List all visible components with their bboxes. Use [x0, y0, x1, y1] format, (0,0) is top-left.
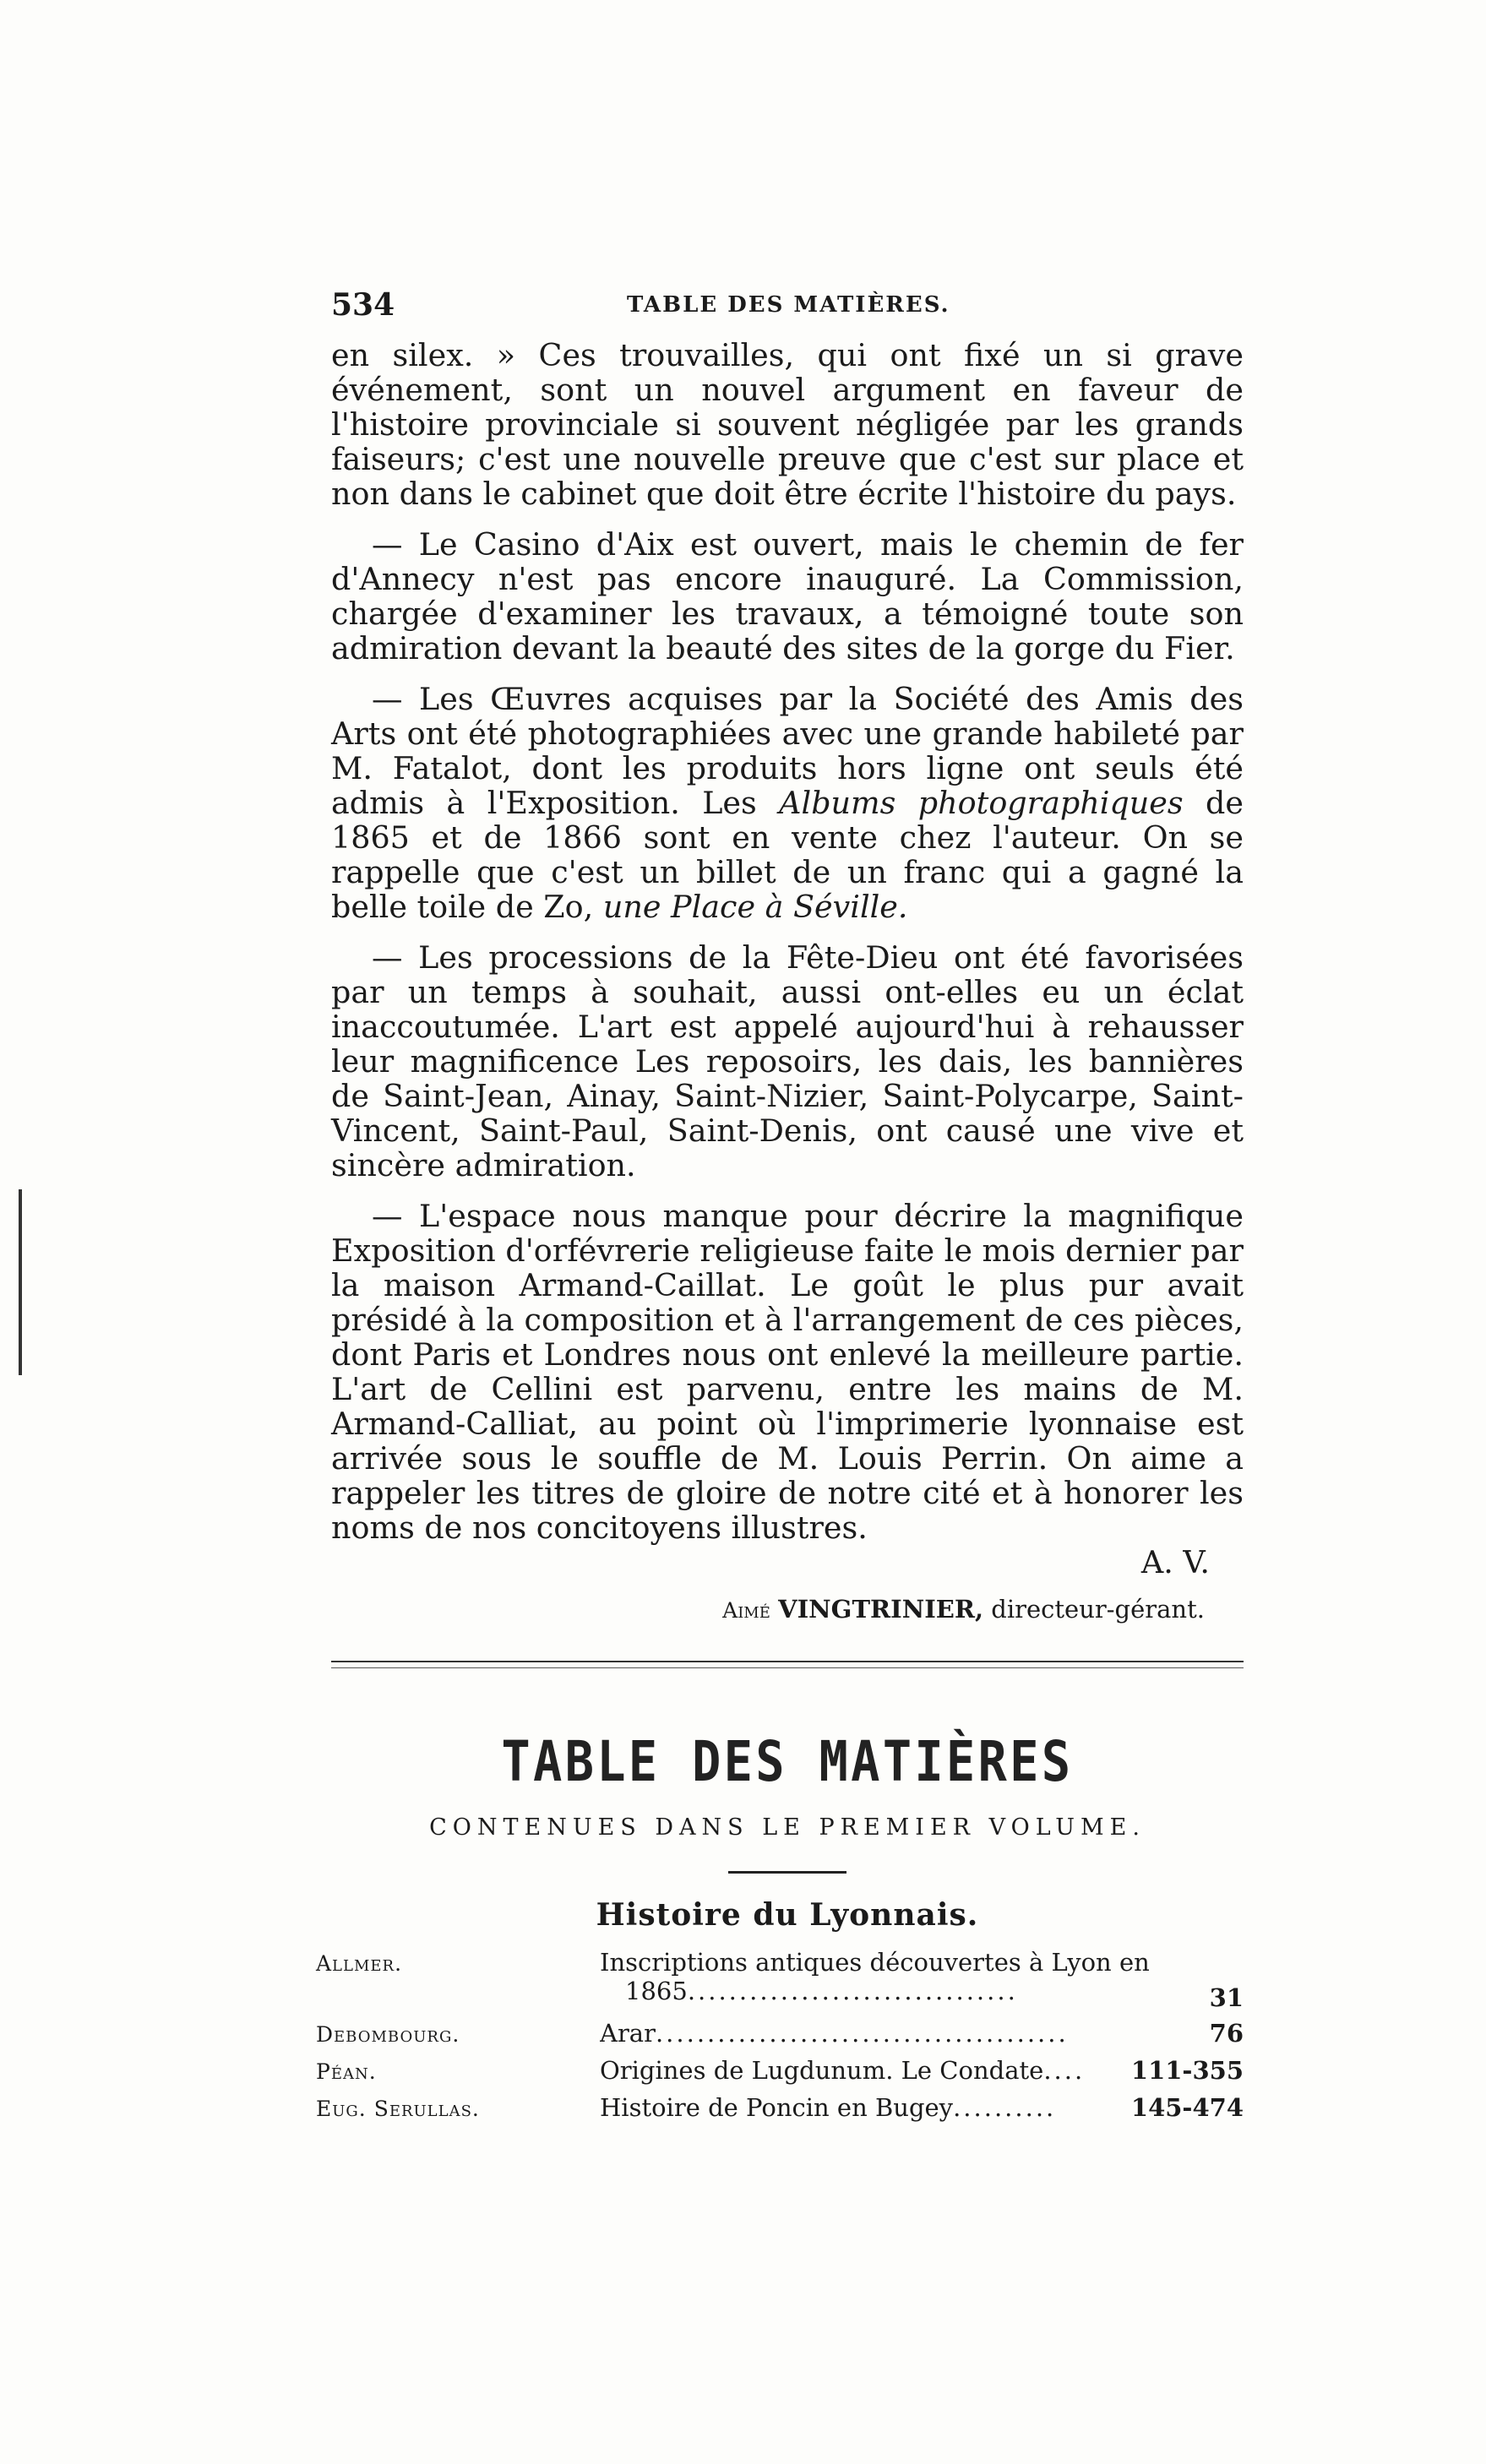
paragraph: [331, 940, 1244, 1183]
toc-pages: 76: [1209, 2019, 1244, 2048]
toc-leader-dots: ..........: [953, 2093, 1057, 2122]
toc-heading: TABLE DES MATIÈRES: [501, 1729, 1074, 1794]
toc-entry: [316, 2093, 1244, 2130]
toc-title-text: Histoire de Poncin en Bugey: [600, 2093, 954, 2122]
paragraph-text: — Le Casino d'Aix est ouvert, mais le chemin de fer d'Annecy n'est pas encore inauguré. La Commission, chargée d'examiner les travaux, a témoigné toute son admiration devant la beauté des sites de la gorge du Fier.: [331, 526, 1244, 666]
editor-line: [331, 1595, 1205, 1624]
italic-text: une Place à Séville.: [602, 889, 908, 925]
section-heading: Histoire du Lyonnais.: [596, 1897, 979, 1933]
toc-entry: [316, 2056, 1244, 2093]
toc-title-continued: 1865: [625, 1977, 688, 2005]
page: [316, 287, 1244, 2130]
toc-author: Eug. Serullas.: [316, 2097, 480, 2121]
signature-initials: A. V.: [1140, 1544, 1210, 1580]
paragraph-text: — L'espace nous manque pour décrire la magnifique Exposition d'orfévrerie religieuse faite le mois dernier par la maison Armand-Caillat. Le goût le plus pur avait présidé à la composition et à l'arrangement de ces pièces, dont Paris et Londres nous ont enlevé la meilleure partie. L'art de Cellini est parvenu, entre les mains de M. Armand-Calliat, au point où l'imprimerie lyonnaise est arrivée sous le souffle de M. Louis Perrin. On aime a rappeler les titres de gloire de notre cité et à honorer les noms de nos concitoyens illustres.: [331, 1198, 1244, 1546]
editor-role: directeur-gérant.: [991, 1595, 1205, 1624]
editor-first-name: Aimé: [722, 1598, 770, 1623]
paragraph-text: — Les Œuvres acquises par la Société des Amis des Arts ont été photographiées avec une grande habileté par M. Fatalot, dont les produits hors ligne ont seuls été admis à l'Exposition. Les: [331, 681, 1244, 821]
paragraph-text: de 1865 et de 1866 sont en vente chez l'auteur. On se rappelle que c'est un billet de un franc qui a gagné la belle toile de Zo,: [331, 785, 1244, 925]
italic-text: Albums photographiques: [779, 785, 1184, 821]
signature-line: [331, 1545, 1244, 1580]
toc-leader-dots: ........................................: [655, 2019, 1069, 2048]
short-rule: [728, 1871, 846, 1874]
toc-title-text: Inscriptions antiques découvertes à Lyon en: [600, 1948, 1150, 1977]
editor-surname: VINGTRINIER,: [778, 1595, 984, 1624]
toc-title: [600, 2019, 1237, 2048]
toc-entry: [316, 2019, 1244, 2056]
toc-author: Debombourg.: [316, 2022, 460, 2047]
paragraph-text: — Les processions de la Fête-Dieu ont été favorisées par un temps à souhait, aussi ont-elles eu un éclat inaccoutumée. L'art est appelé aujourd'hui à rehausser leur magnificence Les reposoirs, les dais, les bannières de Saint-Jean, Ainay, Saint-Nizier, Saint-Polycarpe, Saint-Vincent, Saint-Paul, Saint-Denis, ont causé une vive et sincère admiration.: [331, 939, 1244, 1183]
paragraph: [331, 1199, 1244, 1545]
section-divider: [331, 1661, 1244, 1668]
toc-author: Allmer.: [316, 1951, 403, 1976]
running-head: [331, 287, 1244, 338]
toc-pages: 145-474: [1130, 2093, 1244, 2122]
running-title: TABLE DES MATIÈRES.: [627, 292, 950, 318]
toc-pages: 111-355: [1130, 2056, 1244, 2085]
toc-leader-dots: ................................: [687, 1977, 1018, 2005]
toc-title-text: Arar: [600, 2019, 656, 2048]
paragraph: [331, 682, 1244, 924]
toc-title-text: Origines de Lugdunum. Le Condate: [600, 2056, 1044, 2085]
paragraph: [331, 527, 1244, 666]
toc-entry: [316, 1948, 1244, 2019]
toc-leader-dots: ....: [1043, 2056, 1086, 2085]
binding-mark: [19, 1189, 22, 1375]
toc-pages: 31: [1209, 1983, 1244, 2012]
toc-author: Péan.: [316, 2059, 377, 2084]
toc-title: [600, 1948, 1237, 2005]
paragraph: [331, 338, 1244, 511]
toc-table: [316, 1948, 1244, 2130]
body-text: [331, 338, 1244, 1545]
toc-subheading: CONTENUES DANS LE PREMIER VOLUME.: [429, 1814, 1146, 1841]
paragraph-text: en silex. » Ces trouvailles, qui ont fixé un si grave événement, sont un nouvel argument en faveur de l'histoire provinciale si souvent négligée par les grands faiseurs; c'est une nouvelle preuve que c'est sur place et non dans le cabinet que doit être écrite l'histoire du pays.: [331, 337, 1244, 512]
page-number: 534: [331, 287, 395, 323]
